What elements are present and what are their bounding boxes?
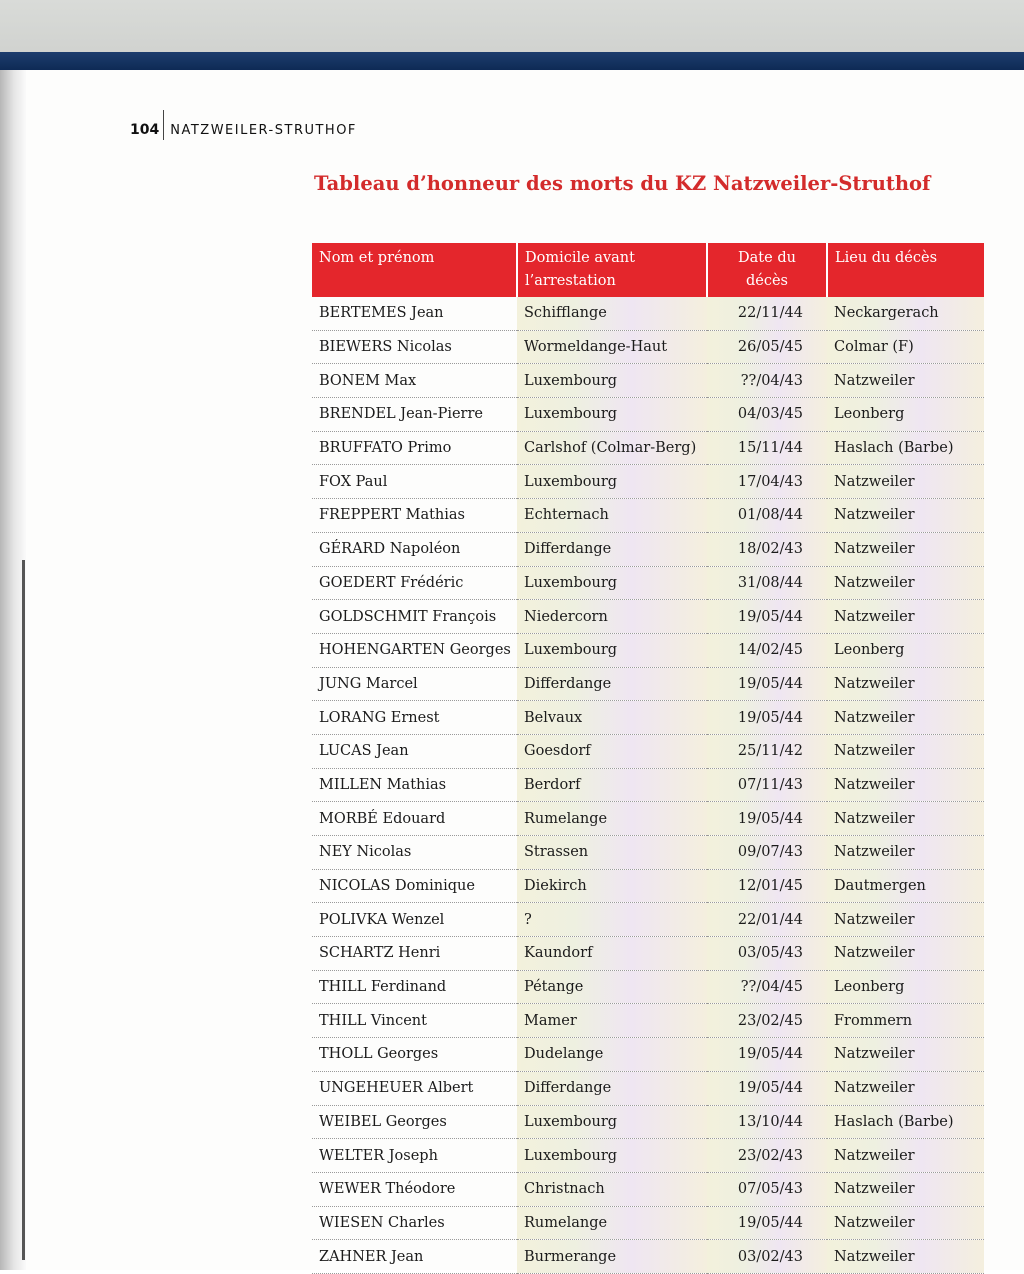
name-cell: WIESEN Charles [312, 1206, 517, 1240]
place-cell: Natzweiler [827, 1038, 984, 1072]
domicile-cell: Goesdorf [517, 734, 707, 768]
name-cell: ZAHNER Jean [312, 1240, 517, 1274]
table-row [312, 1105, 984, 1139]
table-row [312, 1038, 984, 1072]
date-cell: 23/02/45 [707, 1004, 827, 1038]
book-edge [0, 52, 1024, 70]
domicile-cell: Kaundorf [517, 937, 707, 971]
name-cell: BIEWERS Nicolas [312, 330, 517, 364]
table-row [312, 532, 984, 566]
domicile-cell: Dudelange [517, 1038, 707, 1072]
date-cell: 31/08/44 [707, 566, 827, 600]
table-row [312, 970, 984, 1004]
place-cell: Natzweiler [827, 1071, 984, 1105]
table-row [312, 600, 984, 634]
date-cell: 07/11/43 [707, 768, 827, 802]
domicile-cell: Schifflange [517, 297, 707, 330]
name-cell: BRENDEL Jean-Pierre [312, 398, 517, 432]
table-row [312, 937, 984, 971]
running-title: NATZWEILER-STRUTHOF [170, 122, 357, 138]
name-cell: THOLL Georges [312, 1038, 517, 1072]
date-cell: 19/05/44 [707, 1071, 827, 1105]
place-cell: Natzweiler [827, 802, 984, 836]
name-cell: GOEDERT Frédéric [312, 566, 517, 600]
date-cell: 26/05/45 [707, 330, 827, 364]
place-cell: Natzweiler [827, 836, 984, 870]
running-head [130, 120, 357, 140]
date-cell: 19/05/44 [707, 1206, 827, 1240]
date-cell: 17/04/43 [707, 465, 827, 499]
name-cell: HOHENGARTEN Georges [312, 633, 517, 667]
domicile-cell: Strassen [517, 836, 707, 870]
date-cell: 25/11/42 [707, 734, 827, 768]
date-cell: 19/05/44 [707, 1038, 827, 1072]
domicile-cell: Luxembourg [517, 465, 707, 499]
date-cell: 03/05/43 [707, 937, 827, 971]
place-cell: Natzweiler [827, 532, 984, 566]
column-header-name: Nom et prénom [312, 243, 517, 297]
name-cell: THILL Vincent [312, 1004, 517, 1038]
date-cell: ??/04/43 [707, 364, 827, 398]
table-row [312, 1240, 984, 1274]
date-cell: 04/03/45 [707, 398, 827, 432]
date-cell: 18/02/43 [707, 532, 827, 566]
name-cell: SCHARTZ Henri [312, 937, 517, 971]
table-row [312, 364, 984, 398]
place-cell: Natzweiler [827, 499, 984, 533]
table-row [312, 667, 984, 701]
place-cell: Neckargerach [827, 297, 984, 330]
table-row [312, 499, 984, 533]
table-row [312, 297, 984, 330]
name-cell: NICOLAS Dominique [312, 869, 517, 903]
place-cell: Haslach (Barbe) [827, 431, 984, 465]
column-header-place: Lieu du décès [827, 243, 984, 297]
place-cell: Natzweiler [827, 1172, 984, 1206]
domicile-cell: Differdange [517, 1071, 707, 1105]
place-cell: Natzweiler [827, 566, 984, 600]
table-row [312, 633, 984, 667]
place-cell: Natzweiler [827, 903, 984, 937]
table-row [312, 701, 984, 735]
name-cell: UNGEHEUER Albert [312, 1071, 517, 1105]
date-cell: 14/02/45 [707, 633, 827, 667]
name-cell: WELTER Joseph [312, 1139, 517, 1173]
date-cell: 22/01/44 [707, 903, 827, 937]
place-cell: Colmar (F) [827, 330, 984, 364]
table-row [312, 1071, 984, 1105]
name-cell: GOLDSCHMIT François [312, 600, 517, 634]
table-row [312, 836, 984, 870]
domicile-cell: Differdange [517, 532, 707, 566]
name-cell: BONEM Max [312, 364, 517, 398]
name-cell: FOX Paul [312, 465, 517, 499]
name-cell: LUCAS Jean [312, 734, 517, 768]
date-cell: 12/01/45 [707, 869, 827, 903]
domicile-cell: ? [517, 903, 707, 937]
place-cell: Natzweiler [827, 734, 984, 768]
table-row [312, 768, 984, 802]
date-cell: 19/05/44 [707, 600, 827, 634]
date-cell: 09/07/43 [707, 836, 827, 870]
date-cell: 03/02/43 [707, 1240, 827, 1274]
table-row [312, 1004, 984, 1038]
place-cell: Natzweiler [827, 600, 984, 634]
name-cell: FREPPERT Mathias [312, 499, 517, 533]
table-body [312, 297, 984, 1273]
table-row [312, 1172, 984, 1206]
date-cell: 23/02/43 [707, 1139, 827, 1173]
table-row [312, 869, 984, 903]
name-cell: POLIVKA Wenzel [312, 903, 517, 937]
table-row [312, 465, 984, 499]
place-cell: Haslach (Barbe) [827, 1105, 984, 1139]
honor-roll-table [312, 243, 984, 1274]
domicile-cell: Rumelange [517, 1206, 707, 1240]
date-cell: 13/10/44 [707, 1105, 827, 1139]
table-row [312, 1139, 984, 1173]
date-cell: 19/05/44 [707, 802, 827, 836]
place-cell: Natzweiler [827, 465, 984, 499]
table-row [312, 398, 984, 432]
name-cell: WEIBEL Georges [312, 1105, 517, 1139]
domicile-cell: Differdange [517, 667, 707, 701]
domicile-cell: Belvaux [517, 701, 707, 735]
domicile-cell: Luxembourg [517, 398, 707, 432]
date-cell: 15/11/44 [707, 431, 827, 465]
date-cell: 01/08/44 [707, 499, 827, 533]
place-cell: Natzweiler [827, 1139, 984, 1173]
name-cell: MILLEN Mathias [312, 768, 517, 802]
spine-shadow-line [22, 560, 25, 1260]
domicile-cell: Echternach [517, 499, 707, 533]
place-cell: Natzweiler [827, 1240, 984, 1274]
column-header-domicile: Domicile avant l’arrestation [517, 243, 707, 297]
date-cell: 07/05/43 [707, 1172, 827, 1206]
domicile-cell: Rumelange [517, 802, 707, 836]
place-cell: Dautmergen [827, 869, 984, 903]
page-title: Tableau d’honneur des morts du KZ Natzweiler-Struthof [314, 172, 931, 195]
domicile-cell: Wormeldange-Haut [517, 330, 707, 364]
domicile-cell: Luxembourg [517, 633, 707, 667]
domicile-cell: Carlshof (Colmar-Berg) [517, 431, 707, 465]
table-row [312, 802, 984, 836]
place-cell: Natzweiler [827, 667, 984, 701]
table-row [312, 734, 984, 768]
domicile-cell: Luxembourg [517, 1105, 707, 1139]
name-cell: JUNG Marcel [312, 667, 517, 701]
place-cell: Leonberg [827, 633, 984, 667]
name-cell: GÉRARD Napoléon [312, 532, 517, 566]
domicile-cell: Pétange [517, 970, 707, 1004]
place-cell: Natzweiler [827, 768, 984, 802]
domicile-cell: Christnach [517, 1172, 707, 1206]
domicile-cell: Berdorf [517, 768, 707, 802]
running-head-divider [163, 110, 164, 140]
domicile-cell: Mamer [517, 1004, 707, 1038]
table-row [312, 431, 984, 465]
domicile-cell: Luxembourg [517, 566, 707, 600]
domicile-cell: Diekirch [517, 869, 707, 903]
table-row [312, 566, 984, 600]
name-cell: NEY Nicolas [312, 836, 517, 870]
table-header-row [312, 243, 984, 297]
domicile-cell: Niedercorn [517, 600, 707, 634]
column-header-date: Date du décès [707, 243, 827, 297]
page-number: 104 [130, 122, 160, 138]
domicile-cell: Burmerange [517, 1240, 707, 1274]
place-cell: Natzweiler [827, 701, 984, 735]
name-cell: MORBÉ Edouard [312, 802, 517, 836]
date-cell: 22/11/44 [707, 297, 827, 330]
date-cell: 19/05/44 [707, 701, 827, 735]
table-row [312, 903, 984, 937]
place-cell: Leonberg [827, 398, 984, 432]
name-cell: BERTEMES Jean [312, 297, 517, 330]
domicile-cell: Luxembourg [517, 1139, 707, 1173]
place-cell: Natzweiler [827, 1206, 984, 1240]
name-cell: LORANG Ernest [312, 701, 517, 735]
name-cell: THILL Ferdinand [312, 970, 517, 1004]
place-cell: Leonberg [827, 970, 984, 1004]
date-cell: 19/05/44 [707, 667, 827, 701]
place-cell: Natzweiler [827, 937, 984, 971]
name-cell: BRUFFATO Primo [312, 431, 517, 465]
place-cell: Frommern [827, 1004, 984, 1038]
name-cell: WEWER Théodore [312, 1172, 517, 1206]
table-row [312, 330, 984, 364]
table-row [312, 1206, 984, 1240]
domicile-cell: Luxembourg [517, 364, 707, 398]
place-cell: Natzweiler [827, 364, 984, 398]
date-cell: ??/04/45 [707, 970, 827, 1004]
